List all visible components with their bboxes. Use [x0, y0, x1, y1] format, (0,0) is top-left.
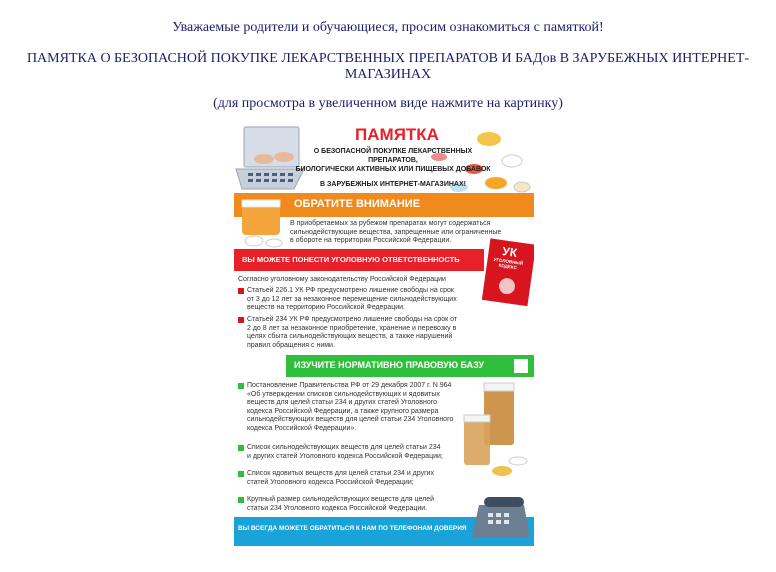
decree-line3: веществ для целей статьи 234 и других статей Уголовного	[247, 399, 438, 406]
attention-text-line3: в обороте на территории Российской Федерации.	[290, 237, 452, 244]
liability-heading: ВЫ МОЖЕТЕ ПОНЕСТИ УГОЛОВНУЮ ОТВЕТСТВЕННОСТЬ	[242, 255, 460, 264]
intro-text: Уважаемые родители и обучающиеся, просим ознакомиться с памяткой!	[172, 20, 604, 35]
poster-title: ПАМЯТКА	[355, 125, 439, 144]
article-234-line1: Статьей 234 УК РФ предусмотрено лишение свободы на срок от	[247, 316, 458, 323]
attention-heading: ОБРАТИТЕ ВНИМАНИЕ	[294, 198, 421, 210]
decree-text	[247, 382, 472, 433]
book-short-title: УК	[501, 244, 518, 261]
memo-poster-image[interactable]	[234, 121, 534, 546]
article-226-line2: от 3 до 12 лет за незаконное перемещение сильнодействующих	[247, 295, 457, 303]
article-234-line2: 2 до 8 лет за незаконное приобретение, хранение и перевозку в	[247, 324, 457, 332]
decree-line5: сильнодействующих веществ для целей статьи 234 Уголовного	[247, 416, 454, 423]
book-title: УГОЛОВНЫЙ КОДЕКС	[493, 256, 524, 271]
list-poison-line1: Список ядовитых веществ для целей статьи 234 и других	[247, 470, 435, 477]
helpline-text: ВЫ ВСЕГДА МОЖЕТЕ ОБРАТИТЬСЯ К НАМ ПО ТЕЛЕФОНАМ ДОВЕРИЯ	[238, 525, 467, 532]
study-heading: ИЗУЧИТЕ НОРМАТИВНО ПРАВОВУЮ БАЗУ	[294, 360, 485, 370]
decree-line4: кодекса Российской Федерации, а также крупного размера	[247, 407, 439, 415]
poster-subtitle-line3: В ЗАРУБЕЖНЫХ ИНТЕРНЕТ-МАГАЗИНАХ!	[320, 181, 466, 188]
poster-subtitle	[288, 147, 498, 189]
attention-text-line2: сильнодействующие вещества, запрещенные или ограниченные	[290, 228, 502, 236]
list-item-potent	[247, 444, 467, 461]
memo-title-line1: ПАМЯТКА О БЕЗОПАСНОЙ ПОКУПКЕ ЛЕКАРСТВЕННЫХ ПРЕПАРАТОВ И БАДов В ЗАРУБЕЖНЫХ ИНТЕРНЕТ-	[26, 51, 750, 66]
list-poison-line2: статей Уголовного кодекса Российской Федерации;	[247, 478, 414, 486]
article-234-line4: правил обращения с ними.	[247, 341, 335, 349]
article-226-line3: веществ на территорию Российской Федерации.	[247, 304, 405, 311]
list-item-poison	[247, 470, 467, 487]
poster-subtitle-line1: О БЕЗОПАСНОЙ ПОКУПКЕ ЛЕКАРСТВЕННЫХ ПРЕПАРАТОВ,	[313, 148, 473, 164]
attention-text-line1: В приобретаемых за рубежом препаратах могут содержаться	[290, 220, 491, 227]
poster-subtitle-line2: БИОЛОГИЧЕСКИ АКТИВНЫХ ИЛИ ПИЩЕВЫХ ДОБАВОК	[295, 166, 491, 173]
list-potent-line1: Список сильнодействующих веществ для целей статьи 234	[247, 444, 441, 451]
enlarge-hint: (для просмотра в увеличенном виде нажмите на картинку)	[213, 96, 563, 111]
list-large-line2: статьи 234 Уголовного кодекса Российской Федерации.	[247, 504, 428, 512]
article-234-line3: целях сбыта сильнодействующих веществ, а также нарушений	[247, 333, 453, 340]
decree-line1: Постановление Правительства РФ от 29 декабря 2007 г. N 964	[247, 382, 452, 389]
decree-line2: «Об утверждении списков сильнодействующих и ядовитых	[247, 390, 440, 398]
memo-title-line2: МАГАЗИНАХ	[344, 67, 432, 82]
article-226-text	[247, 287, 481, 313]
decree-line6: кодекса Российской Федерации».	[247, 424, 357, 432]
law-intro: Согласно уголовному законодательству Российской Федерации	[238, 276, 446, 283]
list-potent-line2: и других статей Уголовного кодекса Российской Федерации;	[247, 452, 443, 460]
attention-text	[290, 220, 530, 246]
article-226-line1: Статьей 226.1 УК РФ предусмотрено лишение свободы на срок	[247, 287, 454, 294]
memo-title	[0, 51, 776, 83]
article-234-text	[247, 316, 497, 350]
list-item-large-amount	[247, 496, 467, 513]
list-large-line1: Крупный размер сильнодействующих веществ для целей	[247, 496, 435, 503]
